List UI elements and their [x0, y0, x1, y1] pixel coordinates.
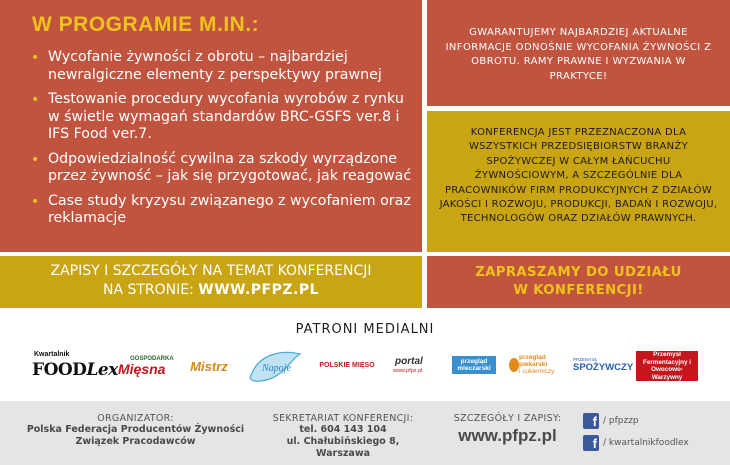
secretariat-block	[258, 413, 428, 460]
guarantee-text: GWARANTUJEMY NAJBARDZIEJ AKTUALNE INFORMACJE ODNOŚNIE WYCOFANIA ŻYWNOŚCI Z OBROTU. RAMY PRAWNE I WYZWANIA W PRAKTYCE!	[445, 27, 712, 82]
facebook-foodlex-link[interactable]	[583, 435, 689, 451]
program-item-text: Odpowiedzialność cywilna za szkody wyrządzone przez żywność – jak się przygotować, jak reagować	[48, 150, 412, 184]
foodlex-top-text: Kwartalnik	[34, 351, 70, 358]
invite-line-1: ZAPRASZAMY DO UDZIAŁU	[475, 265, 682, 280]
bullet-icon: •	[31, 151, 40, 168]
secretariat-label: SEKRETARIAT KONFERENCJI:	[272, 413, 414, 424]
bullet-icon: •	[31, 193, 40, 210]
program-title: W PROGRAMIE M.IN.:	[32, 13, 260, 36]
spozywczy-top-text: PRZEMYSŁ	[573, 357, 598, 362]
portal-text: portal	[395, 356, 423, 367]
invite-panel	[427, 256, 730, 308]
foodlex-main-text: FOOD	[32, 360, 87, 380]
facebook-pfpzzp-link[interactable]	[583, 413, 639, 429]
program-list	[30, 49, 415, 235]
program-item-text: Wycofanie żywności z obrotu – najbardziej newralgiczne elementy z perspektywy prawnej	[48, 49, 382, 83]
details-url-link[interactable]: www.pfpz.pl	[458, 426, 557, 445]
registration-panel	[0, 256, 422, 308]
organizer-subname: Związek Pracodawców	[75, 436, 196, 447]
bullet-icon: •	[31, 50, 40, 66]
program-item	[30, 151, 415, 186]
piekarski-line-2: piekarski	[519, 361, 548, 368]
polskie-mieso-text: POLSKIE MIĘSO	[319, 361, 375, 369]
przemysl-fermentacyjny-logo[interactable]	[636, 351, 698, 381]
guarantee-panel	[427, 0, 730, 106]
details-block	[440, 413, 575, 446]
mistrz-logo[interactable]	[184, 355, 234, 377]
spozywczy-main-text: SPOŻYWCZY	[573, 362, 634, 373]
footer	[0, 401, 730, 465]
mleczarski-text: przegląd mleczarski	[457, 358, 491, 372]
napoje-text: Napoje	[262, 363, 291, 374]
registration-text: ZAPISY I SZCZEGÓŁY NA TEMAT KONFERENCJI	[50, 263, 372, 279]
secretariat-address: ul. Chałubińskiego 8, Warszawa	[286, 436, 400, 459]
program-item-text: Testowanie procedury wycofania wyrobów z rynku w świetle wymagań standardów BRC-GSFS ver.8 i IFS Food ver.7.	[48, 91, 404, 142]
program-item	[30, 91, 415, 144]
registration-prefix: NA STRONIE:	[102, 282, 194, 298]
foodlex-logo[interactable]	[30, 351, 118, 385]
mistrz-text: Mistrz	[190, 358, 228, 374]
przemysl-spozywczy-logo[interactable]	[571, 357, 634, 375]
portal-logo[interactable]	[389, 356, 435, 376]
polskie-mieso-logo[interactable]	[316, 357, 378, 373]
foodlex-italic-text: Lex	[86, 360, 118, 380]
program-panel	[0, 0, 422, 252]
audience-text: KONFERENCJA JEST PRZEZNACZONA DLA WSZYSTKICH PRZEDSIĘBIORSTW BRANŻY SPOŻYWCZEJ W CAŁYM ŁAŃCUCHU ŻYWNOŚCIOWYM, A SZCZEGÓLNIE DLA PRACOWNIKÓW FIRM PRODUKCYJNYCH Z DZIAŁÓW JAKOŚCI I ROZWOJU, PRODUKCJI, BADAŃ I ROZWOJU, TECHNOLOGÓW ORAZ DZIAŁÓW PRAWNYCH.	[439, 127, 718, 225]
napoje-drop-icon	[244, 348, 306, 384]
fermentacyjny-text: Przemysł Fermentacyjny i Owocowo-Warzywny	[643, 351, 691, 381]
audience-panel	[427, 111, 730, 252]
piekarski-line-3: i cukierniczy	[519, 368, 555, 375]
details-label: SZCZEGÓŁY I ZAPISY:	[453, 413, 562, 424]
miesna-top-text: GOSPODARKA	[130, 356, 174, 362]
napoje-logo[interactable]	[244, 348, 306, 384]
registration-link[interactable]: WWW.PFPZ.PL	[198, 282, 320, 298]
organizer-block	[18, 413, 253, 448]
program-item-text: Case study kryzysu związanego z wycofaniem oraz reklamacje	[48, 192, 411, 226]
przeglad-piekarski-logo[interactable]	[509, 354, 561, 378]
organizer-label: ORGANIZATOR:	[97, 413, 174, 424]
facebook-icon: f	[583, 413, 599, 429]
gospodarka-miesna-logo[interactable]	[116, 356, 176, 378]
facebook-handle-1: / pfpzzp	[603, 416, 639, 426]
program-item	[30, 193, 415, 228]
facebook-icon: f	[583, 435, 599, 451]
miesna-main-text: Mięsna	[118, 361, 166, 377]
portal-url-text: www.pfpz.pl	[393, 368, 423, 374]
facebook-handle-2: / kwartalnikfoodlex	[603, 438, 689, 448]
invite-line-2: W KONFERENCJI!	[513, 283, 644, 298]
przeglad-mleczarski-logo[interactable]	[452, 356, 496, 374]
secretariat-phone[interactable]: tel. 604 143 104	[299, 424, 387, 435]
patrons-title: PATRONI MEDIALNI	[295, 322, 435, 337]
program-item	[30, 49, 415, 84]
piekarski-emblem-icon	[509, 358, 519, 372]
piekarski-line-1: przegląd	[519, 354, 546, 361]
bullet-icon: •	[31, 92, 40, 108]
organizer-name: Polska Federacja Producentów Żywności	[26, 424, 245, 435]
